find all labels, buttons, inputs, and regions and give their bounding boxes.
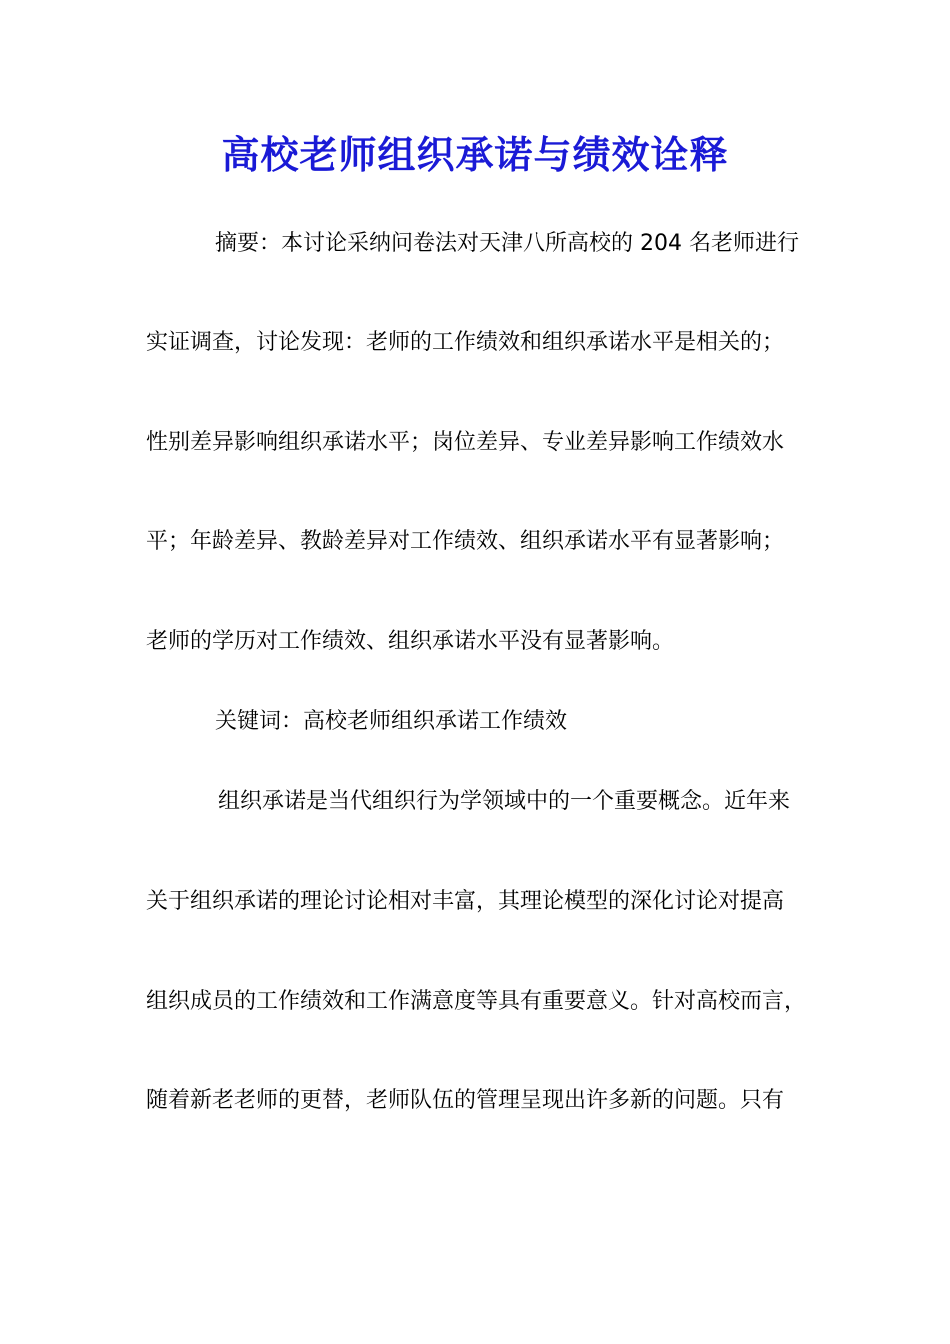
- document-title: 高校老师组织承诺与绩效诠释: [221, 132, 729, 177]
- body-line: 关于组织承诺的理论讨论相对丰富，其理论模型的深化讨论对提高: [146, 889, 785, 914]
- keywords-line: 关键词：高校老师组织承诺工作绩效: [215, 709, 568, 734]
- abstract-line: 摘要：本讨论采纳问卷法对天津八所高校的 204 名老师进行: [215, 231, 799, 256]
- abstract-line: 性别差异影响组织承诺水平；岗位差异、专业差异影响工作绩效水: [146, 430, 785, 455]
- body-line: 组织成员的工作绩效和工作满意度等具有重要意义。针对高校而言，: [146, 989, 807, 1014]
- body-line: 组织承诺是当代组织行为学领域中的一个重要概念。近年来: [218, 789, 791, 814]
- body-line: 随着新老老师的更替，老师队伍的管理呈现出许多新的问题。只有: [146, 1088, 785, 1113]
- abstract-line: 实证调查，讨论发现：老师的工作绩效和组织承诺水平是相关的；: [146, 330, 785, 355]
- abstract-line: 老师的学历对工作绩效、组织承诺水平没有显著影响。: [146, 629, 675, 654]
- abstract-line: 平；年龄差异、教龄差异对工作绩效、组织承诺水平有显著影响；: [146, 529, 785, 554]
